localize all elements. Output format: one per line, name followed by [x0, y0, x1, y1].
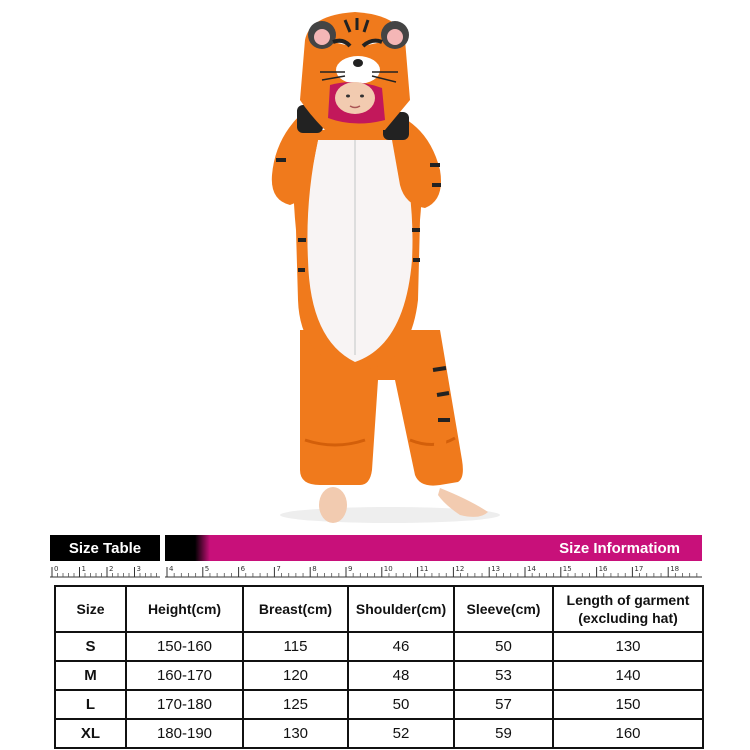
table-header-row	[55, 586, 703, 632]
ruler-label: 6	[240, 565, 246, 573]
ruler-label: 7	[276, 565, 281, 573]
ruler-label: 4	[169, 565, 174, 573]
ruler-left	[50, 562, 160, 578]
ruler-label: 17	[634, 565, 644, 573]
cell-breast: 130	[243, 719, 348, 748]
cell-sleeve: 53	[454, 661, 553, 690]
ruler-label: 3	[136, 565, 141, 573]
header-length-line2: (excluding hat)	[578, 610, 678, 626]
cell-length: 140	[553, 661, 703, 690]
ruler-right	[165, 562, 702, 578]
cell-shoulder: 48	[348, 661, 454, 690]
cell-breast: 115	[243, 632, 348, 661]
cell-size: S	[55, 632, 126, 661]
table-row	[55, 690, 703, 719]
cell-size: XL	[55, 719, 126, 748]
cell-height: 160-170	[126, 661, 243, 690]
cell-length: 160	[553, 719, 703, 748]
header-breast: Breast(cm)	[243, 586, 348, 632]
ruler-label: 5	[204, 565, 210, 573]
cell-size: L	[55, 690, 126, 719]
table-row	[55, 719, 703, 748]
header-sleeve: Sleeve(cm)	[454, 586, 553, 632]
cell-shoulder: 52	[348, 719, 454, 748]
cell-sleeve: 50	[454, 632, 553, 661]
header-height: Height(cm)	[126, 586, 243, 632]
header-length-line1: Length of garment	[566, 592, 690, 608]
cell-height: 180-190	[126, 719, 243, 748]
cell-sleeve: 57	[454, 690, 553, 719]
ruler-label: 12	[455, 565, 465, 573]
ruler-label: 14	[527, 565, 536, 573]
size-table	[54, 585, 704, 749]
size-table-title	[50, 535, 160, 561]
cell-breast: 120	[243, 661, 348, 690]
size-info-title	[165, 535, 702, 561]
ruler-label: 2	[109, 565, 114, 573]
header-length	[553, 586, 703, 632]
header-size: Size	[55, 586, 126, 632]
ruler-label: 9	[348, 565, 353, 573]
cell-breast: 125	[243, 690, 348, 719]
ruler-label: 1	[81, 565, 86, 573]
ruler-label: 8	[312, 565, 317, 573]
cell-height: 150-160	[126, 632, 243, 661]
cell-shoulder: 46	[348, 632, 454, 661]
ruler-label: 13	[491, 565, 501, 573]
cell-shoulder: 50	[348, 690, 454, 719]
size-table-label: Size Table	[68, 539, 142, 557]
header-shoulder: Shoulder(cm)	[348, 586, 454, 632]
table-row	[55, 661, 703, 690]
cell-sleeve: 59	[454, 719, 553, 748]
cell-length: 150	[553, 690, 703, 719]
size-info-label: Size Informatiom	[559, 539, 680, 557]
ruler-label: 11	[419, 565, 429, 573]
cell-length: 130	[553, 632, 703, 661]
cell-height: 170-180	[126, 690, 243, 719]
ruler-label: 10	[383, 565, 393, 573]
ruler-label: 16	[598, 565, 608, 573]
cell-size: M	[55, 661, 126, 690]
table-row	[55, 632, 703, 661]
ruler-label: 15	[562, 565, 572, 573]
ruler-label: 0	[54, 565, 59, 573]
ruler-label: 18	[670, 565, 680, 573]
